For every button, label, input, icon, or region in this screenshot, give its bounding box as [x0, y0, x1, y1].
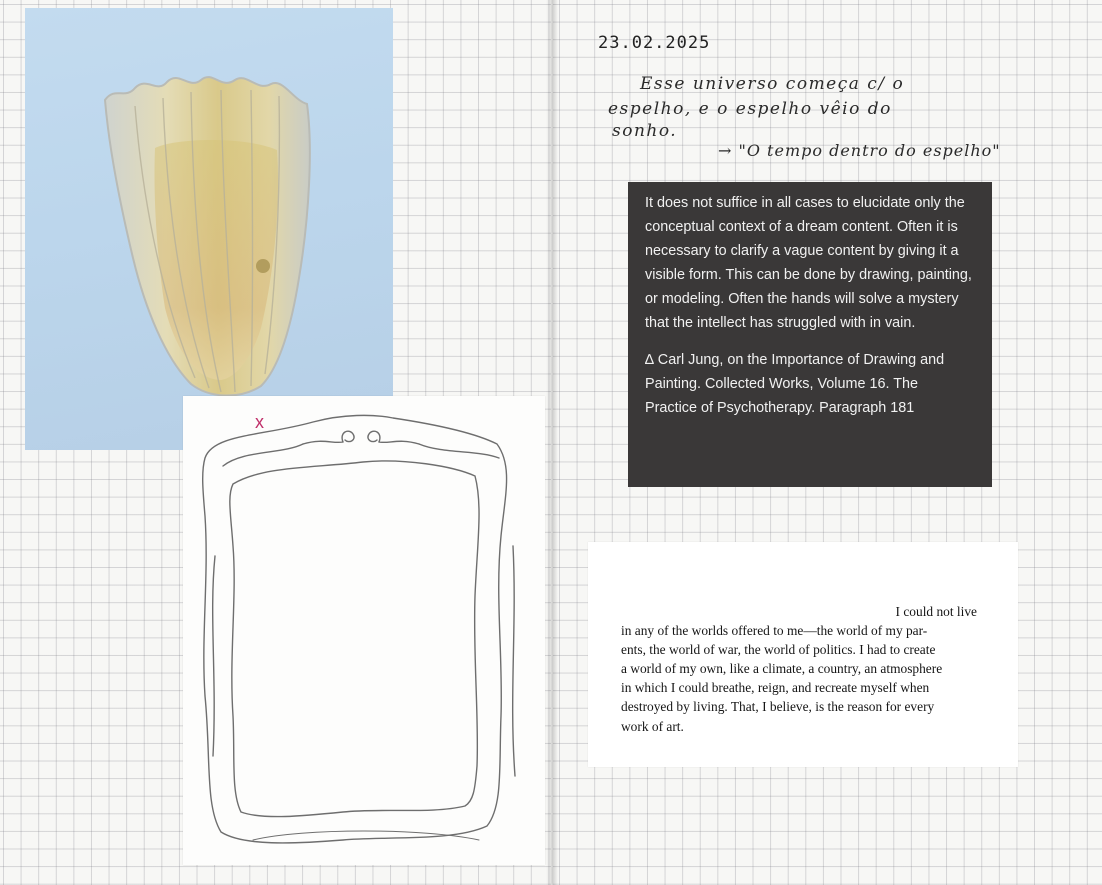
handwritten-note-line: → "O tempo dentro do espelho": [718, 141, 1001, 160]
book-excerpt-line: I could not live: [895, 604, 977, 619]
book-excerpt-line: work of art.: [621, 718, 684, 734]
handwritten-note-line: sonho.: [612, 121, 678, 141]
jung-quote-card: [628, 182, 992, 487]
book-excerpt-line: in which I could breathe, reign, and recreate myself when: [621, 680, 930, 696]
jung-quote-citation: ∆ Carl Jung, on the Importance of Drawing and Painting. Collected Works, Volume 16. The Practice of Psychotherapy. Paragraph 181: [645, 352, 945, 416]
book-excerpt-text: [621, 602, 977, 736]
date-note: 23.02.2025: [598, 33, 711, 53]
book-excerpt-card: [588, 542, 1018, 767]
glass-sconce-photo: [25, 8, 393, 450]
handwritten-note-line: espelho, e o espelho vêio do: [608, 99, 892, 119]
notebook-gutter: [546, 0, 558, 885]
handwritten-note-line: Esse universo começa c/ o: [640, 74, 905, 94]
book-excerpt-line: in any of the worlds offered to me—the world of my par-: [621, 623, 928, 639]
book-excerpt-line: a world of my own, like a climate, a country, an atmosphere: [621, 661, 943, 677]
jung-quote-text: It does not suffice in all cases to elucidate only the conceptual context of a dream content. Often it is necessary to clarify a vague content by giving it a visible form. This can be done by drawing, painting, or modeling. Often the hands will solve a mystery that the intellect has struggled with in vain.: [645, 195, 972, 331]
book-excerpt-line: ents, the world of war, the world of politics. I had to create: [621, 642, 936, 658]
sketch-mark: x: [255, 412, 264, 432]
mirror-sketch-card: [183, 396, 545, 865]
book-excerpt-line: destroyed by living. That, I believe, is the reason for every: [621, 699, 935, 715]
